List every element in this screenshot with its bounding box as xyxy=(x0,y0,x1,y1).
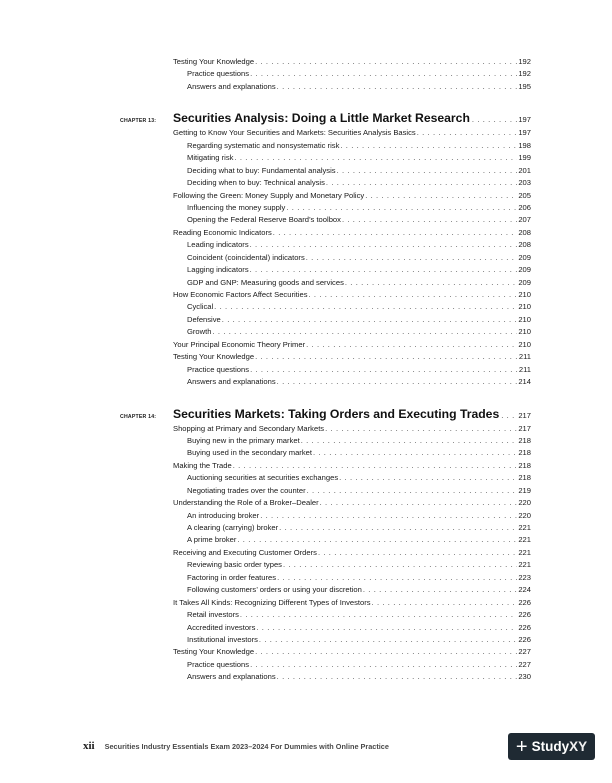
entry-title: Cyclical xyxy=(187,302,214,312)
toc-section-entry[interactable] xyxy=(120,227,531,239)
dot-leader xyxy=(255,646,517,658)
logo-name-study: Study xyxy=(531,739,570,754)
dot-leader xyxy=(318,547,517,559)
logo-name-xy: XY xyxy=(569,739,588,754)
dot-leader xyxy=(306,339,517,351)
entry-title: Answers and explanations xyxy=(187,377,276,387)
chapter-label: CHAPTER 14: xyxy=(120,413,157,420)
entry-page-number: 227 xyxy=(518,647,531,657)
dot-leader xyxy=(277,671,518,683)
toc-section-entry[interactable] xyxy=(120,460,531,472)
entry-title: Buying used in the secondary market xyxy=(187,448,312,458)
dot-leader xyxy=(472,111,517,127)
dot-leader xyxy=(256,622,517,634)
toc-section-entry[interactable] xyxy=(120,127,531,139)
entry-title: Influencing the money supply xyxy=(187,202,286,212)
toc-subsection-entry[interactable] xyxy=(120,584,531,596)
entry-title: Practice questions xyxy=(187,364,250,374)
entry-title: Testing Your Knowledge xyxy=(173,57,255,66)
entry-page-number: 230 xyxy=(518,672,531,682)
toc-subsection-entry[interactable] xyxy=(120,609,531,621)
dot-leader xyxy=(237,534,517,546)
toc-subsection-entry[interactable] xyxy=(120,510,531,522)
dot-leader xyxy=(313,447,517,459)
entry-title: Buying new in the primary market xyxy=(187,435,300,445)
toc-subsection-entry[interactable] xyxy=(120,447,531,459)
entry-page-number: 210 xyxy=(518,290,531,299)
toc-subsection-entry[interactable] xyxy=(120,534,531,546)
entry-page-number: 221 xyxy=(518,547,531,557)
entry-page-number: 224 xyxy=(518,585,531,595)
toc-subsection-entry[interactable] xyxy=(120,301,531,313)
entry-title: Reviewing basic order types xyxy=(187,560,282,570)
toc-subsection-entry[interactable] xyxy=(120,326,531,338)
entry-title: Institutional investors xyxy=(187,634,258,644)
dot-leader xyxy=(277,81,518,93)
toc-subsection-entry[interactable] xyxy=(120,485,531,497)
entry-page-number: 218 xyxy=(518,435,531,445)
entry-page-number: 201 xyxy=(518,165,531,175)
entry-title: Answers and explanations xyxy=(187,672,276,682)
entry-title: Making the Trade xyxy=(173,460,232,470)
entry-title: Getting to Know Your Securities and Markets: Securities Analysis Basics xyxy=(173,128,416,138)
entry-page-number: 210 xyxy=(518,339,531,349)
entry-title: Factoring in order features xyxy=(187,572,277,582)
entry-page-number: 218 xyxy=(518,460,531,470)
entry-page-number: 205 xyxy=(518,190,531,200)
entry-page-number: 198 xyxy=(518,140,531,150)
entry-page-number: 214 xyxy=(518,377,531,387)
entry-page-number: 192 xyxy=(518,69,531,79)
entry-page-number: 226 xyxy=(518,597,531,607)
toc-subsection-entry[interactable] xyxy=(120,202,531,214)
page-number: xii xyxy=(83,740,95,752)
entry-title: Reading Economic Indicators xyxy=(173,227,272,237)
entry-page-number: 209 xyxy=(518,252,531,262)
toc-chapter-heading[interactable] xyxy=(120,109,531,127)
table-of-contents xyxy=(120,56,531,684)
dot-leader xyxy=(501,407,517,423)
entry-title: Regarding systematic and nonsystematic risk xyxy=(187,140,340,150)
dot-leader xyxy=(255,56,517,68)
entry-page-number: 223 xyxy=(518,572,531,582)
entry-title: Mitigating risk xyxy=(187,153,234,163)
dot-leader xyxy=(233,460,518,472)
dot-leader xyxy=(342,214,517,226)
dot-leader xyxy=(363,584,517,596)
toc-subsection-entry[interactable] xyxy=(120,214,531,226)
entry-title: Answers and explanations xyxy=(187,81,276,91)
toc-section-entry[interactable] xyxy=(120,56,531,68)
dot-leader xyxy=(306,252,518,264)
toc-subsection-entry[interactable] xyxy=(120,177,531,189)
dot-leader xyxy=(240,609,517,621)
entry-title: GDP and GNP: Measuring goods and services xyxy=(187,277,344,287)
dot-leader xyxy=(214,301,517,313)
entry-page-number: 210 xyxy=(518,314,531,324)
entry-title: Receiving and Executing Customer Orders xyxy=(173,547,317,557)
dot-leader xyxy=(337,165,518,177)
entry-title: Your Principal Economic Theory Primer xyxy=(173,339,306,349)
toc-subsection-entry[interactable] xyxy=(120,314,531,326)
entry-title: Practice questions xyxy=(187,659,250,669)
entry-page-number: 221 xyxy=(518,560,531,570)
entry-page-number: 220 xyxy=(518,498,531,508)
toc-subsection-entry[interactable] xyxy=(120,277,531,289)
section-gap xyxy=(120,93,531,109)
entry-page-number: 211 xyxy=(518,364,531,374)
entry-page-number: 192 xyxy=(518,57,531,66)
dot-leader xyxy=(286,202,517,214)
entry-page-number: 210 xyxy=(518,302,531,312)
toc-subsection-entry[interactable] xyxy=(120,634,531,646)
toc-section-entry[interactable] xyxy=(120,351,531,363)
toc-chapter-heading[interactable] xyxy=(120,405,531,423)
toc-subsection-entry[interactable] xyxy=(120,622,531,634)
dot-leader xyxy=(372,597,518,609)
entry-page-number: 207 xyxy=(518,215,531,225)
dot-leader xyxy=(340,140,517,152)
toc-subsection-entry[interactable] xyxy=(120,252,531,264)
entry-title: Deciding what to buy: Fundamental analysis xyxy=(187,165,336,175)
entry-title: Auctioning securities at securities exchanges xyxy=(187,473,339,483)
entry-title: Coincident (coincidental) indicators xyxy=(187,252,305,262)
entry-title: A prime broker xyxy=(187,535,237,545)
toc-section-entry[interactable] xyxy=(120,289,531,301)
toc-section-entry[interactable] xyxy=(120,190,531,202)
entry-page-number: 218 xyxy=(518,473,531,483)
entry-title: Testing Your Knowledge xyxy=(173,352,255,362)
entry-page-number: 226 xyxy=(518,622,531,632)
entry-page-number: 220 xyxy=(518,510,531,520)
entry-title: Understanding the Role of a Broker–Dealer xyxy=(173,498,319,508)
entry-title: An introducing broker xyxy=(187,510,260,520)
entry-page-number: 211 xyxy=(518,352,531,362)
entry-page-number: 218 xyxy=(518,448,531,458)
entry-title: Accredited investors xyxy=(187,622,256,632)
dot-leader xyxy=(222,314,518,326)
entry-title: How Economic Factors Affect Securities xyxy=(173,290,308,299)
entry-page-number: 209 xyxy=(518,265,531,275)
dot-leader xyxy=(365,190,517,202)
entry-title: Securities Markets: Taking Orders and Executing Trades xyxy=(173,406,500,421)
dot-leader xyxy=(417,127,518,139)
plus-icon: + xyxy=(515,735,528,758)
dot-leader xyxy=(273,227,518,239)
entry-title: Securities Analysis: Doing a Little Market Research xyxy=(173,111,470,126)
entry-title: Practice questions xyxy=(187,69,250,79)
toc-subsection-entry[interactable] xyxy=(120,472,531,484)
toc-subsection-entry[interactable] xyxy=(120,239,531,251)
page-footer xyxy=(83,731,595,761)
dot-leader xyxy=(260,510,517,522)
entry-title: Following customers’ orders or using your discretion xyxy=(187,585,362,595)
dot-leader xyxy=(250,659,517,671)
entry-page-number: 210 xyxy=(518,327,531,337)
toc-subsection-entry[interactable] xyxy=(120,659,531,671)
toc-section-entry[interactable] xyxy=(120,646,531,658)
toc-subsection-entry[interactable] xyxy=(120,376,531,388)
toc-subsection-entry[interactable] xyxy=(120,435,531,447)
toc-subsection-entry[interactable] xyxy=(120,68,531,80)
entry-title: Leading indicators xyxy=(187,240,249,250)
entry-page-number: 209 xyxy=(518,277,531,287)
toc-subsection-entry[interactable] xyxy=(120,522,531,534)
entry-page-number: 195 xyxy=(518,81,531,91)
studyxy-logo xyxy=(508,733,595,760)
dot-leader xyxy=(234,152,517,164)
dot-leader xyxy=(259,634,517,646)
dot-leader xyxy=(277,572,517,584)
entry-page-number: 226 xyxy=(518,634,531,644)
entry-page-number: 217 xyxy=(518,410,531,420)
toc-subsection-entry[interactable] xyxy=(120,671,531,683)
dot-leader xyxy=(279,522,517,534)
entry-title: Following the Green: Money Supply and Monetary Policy xyxy=(173,190,365,200)
entry-title: A clearing (carrying) broker xyxy=(187,523,279,532)
dot-leader xyxy=(309,289,518,301)
dot-leader xyxy=(326,177,517,189)
entry-page-number: 203 xyxy=(518,178,531,188)
entry-page-number: 221 xyxy=(518,523,531,532)
toc-section-entry[interactable] xyxy=(120,339,531,351)
dot-leader xyxy=(307,485,518,497)
entry-page-number: 197 xyxy=(518,128,531,138)
dot-leader xyxy=(250,68,517,80)
entry-page-number: 208 xyxy=(518,227,531,237)
entry-page-number: 227 xyxy=(518,659,531,669)
chapter-label: CHAPTER 13: xyxy=(120,118,157,125)
entry-title: Negotiating trades over the counter xyxy=(187,485,306,495)
dot-leader xyxy=(250,264,518,276)
toc-subsection-entry[interactable] xyxy=(120,559,531,571)
dot-leader xyxy=(325,423,517,435)
dot-leader xyxy=(283,559,517,571)
toc-subsection-entry[interactable] xyxy=(120,81,531,93)
entry-page-number: 197 xyxy=(518,115,531,125)
dot-leader xyxy=(320,497,518,509)
dot-leader xyxy=(301,435,518,447)
dot-leader xyxy=(250,364,518,376)
entry-title: Growth xyxy=(187,327,212,337)
entry-page-number: 199 xyxy=(518,153,531,163)
toc-section-entry[interactable] xyxy=(120,547,531,559)
dot-leader xyxy=(345,277,517,289)
section-gap xyxy=(120,389,531,405)
entry-title: Shopping at Primary and Secondary Markets xyxy=(173,423,325,433)
entry-page-number: 219 xyxy=(518,485,531,495)
dot-leader xyxy=(339,472,517,484)
dot-leader xyxy=(212,326,517,338)
toc-subsection-entry[interactable] xyxy=(120,264,531,276)
toc-subsection-entry[interactable] xyxy=(120,572,531,584)
toc-subsection-entry[interactable] xyxy=(120,152,531,164)
toc-subsection-entry[interactable] xyxy=(120,140,531,152)
book-title: Securities Industry Essentials Exam 2023–2024 For Dummies with Online Practice xyxy=(104,741,389,751)
dot-leader xyxy=(255,351,518,363)
entry-page-number: 226 xyxy=(518,610,531,620)
entry-title: Retail investors xyxy=(187,610,239,620)
entry-page-number: 217 xyxy=(518,423,531,433)
entry-title: Defensive xyxy=(187,314,221,324)
toc-subsection-entry[interactable] xyxy=(120,364,531,376)
dot-leader xyxy=(250,239,518,251)
entry-title: It Takes All Kinds: Recognizing Different Types of Investors xyxy=(173,597,371,607)
entry-page-number: 221 xyxy=(518,535,531,545)
toc-section-entry[interactable] xyxy=(120,597,531,609)
entry-page-number: 208 xyxy=(518,240,531,250)
entry-title: Testing Your Knowledge xyxy=(173,647,255,657)
entry-title: Lagging indicators xyxy=(187,265,249,275)
toc-section-entry[interactable] xyxy=(120,497,531,509)
toc-subsection-entry[interactable] xyxy=(120,165,531,177)
entry-page-number: 206 xyxy=(518,202,531,212)
toc-section-entry[interactable] xyxy=(120,423,531,435)
entry-title: Opening the Federal Reserve Board’s toolbox xyxy=(187,215,341,225)
entry-title: Deciding when to buy: Technical analysis xyxy=(187,178,325,188)
dot-leader xyxy=(277,376,518,388)
